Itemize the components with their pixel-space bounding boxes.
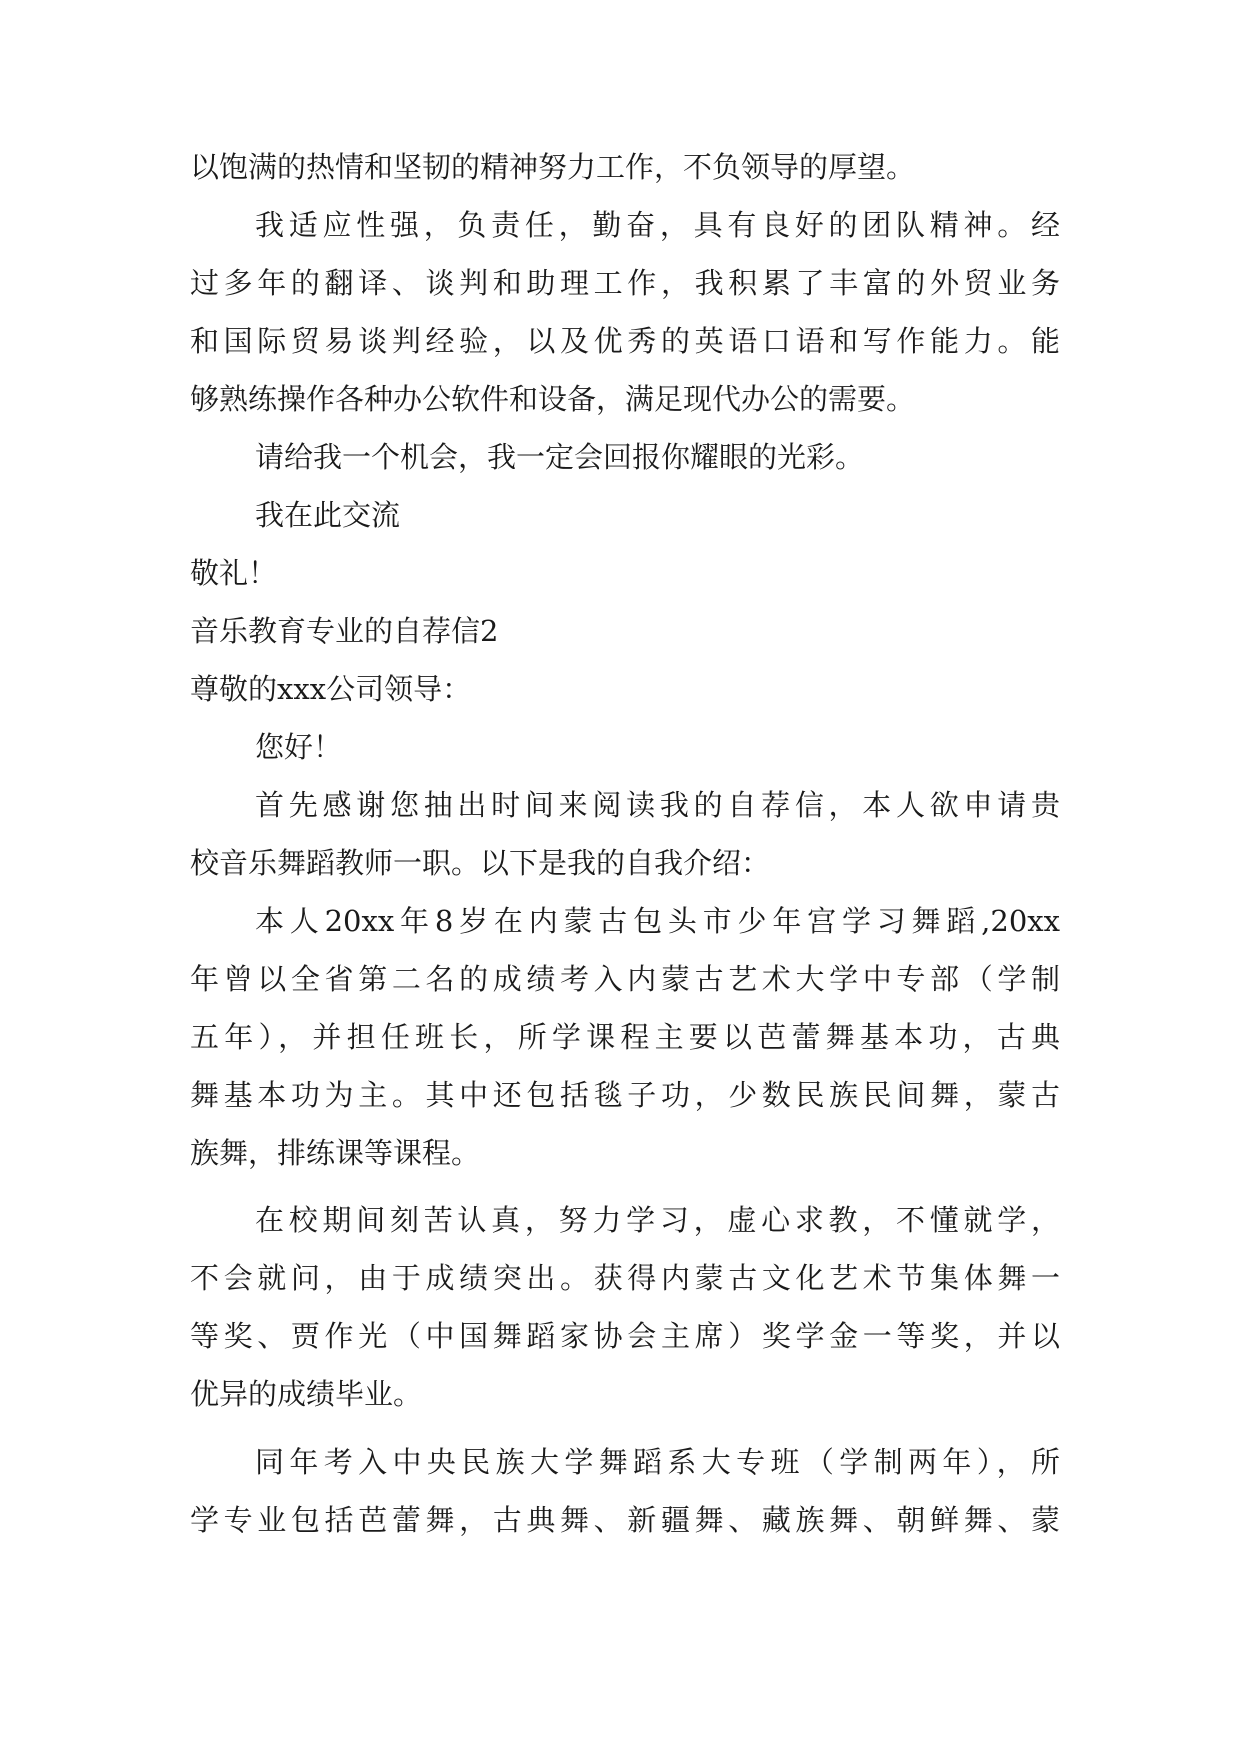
text-line: 请给我一个机会，我一定会回报你耀眼的光彩。 [255,440,865,474]
text-line: 够熟练操作各种办公软件和设备，满足现代办公的需要。 [190,382,916,416]
text-line: 过多年的翻译、谈判和助理工作，我积累了丰富的外贸业务 [190,266,1060,300]
text-line: 在校期间刻苦认真，努力学习，虚心求教，不懂就学， [255,1203,1060,1237]
text-line: 首先感谢您抽出时间来阅读我的自荐信，本人欲申请贵 [255,788,1060,822]
text-line: 等奖、贾作光（中国舞蹈家协会主席）奖学金一等奖，并以 [190,1319,1060,1353]
text-line: 不会就问，由于成绩突出。获得内蒙古文化艺术节集体舞一 [190,1261,1060,1295]
text-line: 敬礼！ [190,556,278,590]
text-line: 年曾以全省第二名的成绩考入内蒙古艺术大学中专部（学制 [190,962,1060,996]
text-line: 校音乐舞蹈教师一职。以下是我的自我介绍： [190,846,771,880]
salutation: 尊敬的xxx公司领导： [190,672,472,706]
text-line: 同年考入中央民族大学舞蹈系大专班（学制两年），所 [255,1445,1060,1479]
greeting: 您好！ [255,730,343,764]
text-line: 族舞，排练课等课程。 [190,1136,481,1170]
text-line: 我适应性强，负责任，勤奋，具有良好的团队精神。经 [255,208,1060,242]
text-line: 五年），并担任班长，所学课程主要以芭蕾舞基本功，古典 [190,1020,1060,1054]
text-line: 本人20xx年8岁在内蒙古包头市少年宫学习舞蹈,20xx [255,904,1060,938]
text-line: 以饱满的热情和坚韧的精神努力工作，不负领导的厚望。 [190,150,916,184]
text-line: 学专业包括芭蕾舞，古典舞、新疆舞、藏族舞、朝鲜舞、蒙 [190,1503,1060,1537]
text-line: 舞基本功为主。其中还包括毯子功，少数民族民间舞，蒙古 [190,1078,1060,1112]
section-title: 音乐教育专业的自荐信2 [190,614,499,648]
text-line: 和国际贸易谈判经验，以及优秀的英语口语和写作能力。能 [190,324,1060,358]
text-line: 优异的成绩毕业。 [190,1377,423,1411]
text-line: 我在此交流 [255,498,401,532]
